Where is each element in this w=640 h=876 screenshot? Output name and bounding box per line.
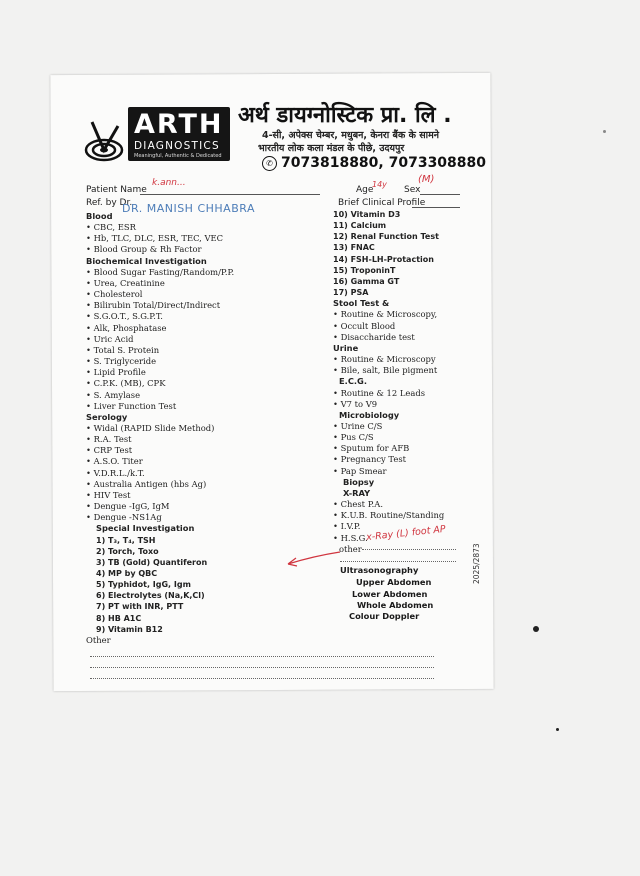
- left_column-item: Blood: [86, 211, 113, 221]
- sex-value: (M): [418, 174, 435, 185]
- bottom-dotted-line-2: [90, 667, 434, 668]
- right_column-item: • Routine & Microscopy: [333, 354, 444, 365]
- right_column-item: X-RAY: [343, 487, 371, 498]
- hindi-address-line-2: भारतीय लोक कला मंडल के पीछे, उदयपुर: [258, 143, 405, 154]
- right-test-column: [333, 209, 447, 555]
- left_column-item: • Alk, Phosphatase: [86, 323, 234, 334]
- left_column-item: • Total S. Protein: [86, 345, 234, 356]
- right_column-item: • Urine C/S: [333, 421, 444, 432]
- left_column-item: • CRP Test: [86, 445, 234, 456]
- left_column-item: 7) PT with INR, PTT: [96, 602, 184, 612]
- right_column-item: 11) Calcium: [333, 221, 387, 231]
- paper-speck: [556, 728, 559, 731]
- usg-item: Upper Abdomen: [356, 577, 432, 587]
- left_column-item: Serology: [86, 411, 128, 422]
- right_column-item: 15) TroponinT: [333, 265, 396, 275]
- right_column-item: • I.V.P.: [333, 521, 444, 532]
- left_column-item: • Australia Antigen (hbs Ag): [86, 479, 234, 490]
- right_column-item: 12) Renal Function Test: [333, 232, 439, 242]
- right_column-item: E.C.G.: [339, 376, 368, 387]
- left_column-item: • Cholesterol: [86, 289, 234, 300]
- left_column-item: Biochemical Investigation: [86, 255, 207, 266]
- left_column-item: • C.P.K. (MB), CPK: [86, 378, 234, 389]
- right_column-item: • Chest P.A.: [333, 499, 444, 510]
- hindi-company-name: अर्थ डायग्नोस्टिक प्रा. लि .: [238, 103, 452, 128]
- left_column-item: • CBC, ESR: [86, 222, 234, 233]
- clinical-profile-line: [412, 207, 460, 208]
- left_column-item: • S.G.O.T., S.G.P.T.: [86, 311, 234, 322]
- ultrasonography-heading: Ultrasonography: [340, 565, 419, 575]
- right_column-item: 14) FSH-LH-Protaction: [333, 254, 434, 264]
- right_column-item: • Occult Blood: [333, 321, 444, 332]
- usg-item: Lower Abdomen: [352, 589, 428, 599]
- left_column-item: 3) TB (Gold) Quantiferon: [96, 557, 208, 567]
- patient-name-value: k.ann...: [152, 178, 186, 188]
- right_column-item: • Routine & Microscopy,: [333, 309, 444, 320]
- clinical-profile-label: Brief Clinical Profile: [338, 198, 426, 208]
- left_column-item: • Dengue -IgG, IgM: [86, 501, 234, 512]
- right_column-item: Biopsy: [343, 476, 375, 487]
- paper-speck: [603, 130, 606, 133]
- left_column-item: • S. Triglyceride: [86, 356, 234, 367]
- left_column-item: Special Investigation: [96, 523, 195, 534]
- ref-by-label: Ref. by Dr.: [86, 198, 133, 208]
- left_column-item: 2) Torch, Toxo: [96, 546, 159, 556]
- usg-item: Colour Doppler: [349, 611, 420, 621]
- brand-subtitle: DIAGNOSTICS: [134, 140, 220, 152]
- left_column-item: • Liver Function Test: [86, 401, 234, 412]
- left_column-item: • Widal (RAPID Slide Method): [86, 423, 234, 434]
- left_column-item: • Blood Sugar Fasting/Random/P.P.: [86, 267, 234, 278]
- document-code: 2025/2873: [472, 543, 481, 584]
- right_column-item: • H.S.G.: [333, 533, 444, 544]
- left_column-item: • R.A. Test: [86, 434, 234, 445]
- phone-icon: ✆: [262, 156, 277, 171]
- left_column-item: • Urea, Creatinine: [86, 278, 234, 289]
- age-value: 14y: [372, 180, 387, 189]
- left_column-item: • Uric Acid: [86, 334, 234, 345]
- patient-name-line: [140, 194, 320, 195]
- logo-emblem-icon: [84, 120, 124, 164]
- right_column-item: • Pap Smear: [333, 466, 444, 477]
- sex-label: Sex: [404, 185, 421, 195]
- left_column-item: • V.D.R.L./k.T.: [86, 468, 234, 479]
- left_column-item: 8) HB A1C: [96, 613, 142, 623]
- right_column-item: • V7 to V9: [333, 399, 444, 410]
- right_column-item: Microbiology: [339, 409, 400, 420]
- left_column-item: • Bilirubin Total/Direct/Indirect: [86, 300, 234, 311]
- other-dotted-line-2: [340, 561, 456, 562]
- right_column-item: 10) Vitamin D3: [333, 210, 401, 219]
- right_column-item: Stool Test &: [333, 298, 390, 309]
- other-dotted-line-1: [362, 549, 456, 550]
- ref-doctor-stamp: DR. MANISH CHHABRA: [122, 202, 255, 215]
- left-test-column: [86, 211, 234, 646]
- brand-name: ARTH: [134, 109, 224, 140]
- left_column-item: • Hb, TLC, DLC, ESR, TEC, VEC: [86, 233, 234, 244]
- handwritten-other-note: x-Ray (L) foot AP: [365, 523, 447, 544]
- brand-tagline: Meaningful, Authentic & Dedicated: [134, 153, 222, 159]
- bottom-dotted-line-3: [90, 678, 434, 679]
- left_column-item: 6) Electrolytes (Na,K,Cl): [96, 591, 205, 601]
- bottom-dotted-line-1: [90, 656, 434, 657]
- age-label: Age: [356, 185, 374, 195]
- left_column-item: 4) MP by QBC: [96, 569, 158, 578]
- left_column-item: 5) Typhidot, IgG, Igm: [96, 580, 191, 590]
- right_column-item: • Bile, salt, Bile pigment: [333, 365, 444, 376]
- left_column-item: 9) Vitamin B12: [96, 624, 163, 634]
- patient-name-label: Patient Name: [86, 185, 147, 195]
- handwritten-arrow-icon: [284, 548, 344, 568]
- right_column-item: 17) PSA: [333, 288, 369, 298]
- right_column-item: • Pus C/S: [333, 432, 444, 443]
- left_column-item: • Blood Group & Rh Factor: [86, 244, 234, 255]
- left_column-item: • A.S.O. Titer: [86, 456, 234, 467]
- left_column-item: • Dengue -NS1Ag: [86, 512, 234, 523]
- sex-line: [420, 194, 460, 195]
- right_column-item: • Sputum for AFB: [333, 443, 444, 454]
- right_column-item: • Routine & 12 Leads: [333, 388, 444, 399]
- right_column-item: Urine: [333, 342, 359, 353]
- phone-numbers: [262, 155, 486, 171]
- phone-text: 7073818880, 7073308880: [281, 155, 487, 171]
- right_column-item: other: [339, 543, 362, 554]
- right_column-item: • K.U.B. Routine/Standing: [333, 510, 444, 521]
- right_column-item: 16) Gamma GT: [333, 276, 400, 286]
- paper-speck: [533, 626, 539, 632]
- hindi-address-line-1: 4-सी, अपेक्स चेम्बर, मधुबन, केनरा बैंक के सामने: [262, 130, 440, 141]
- left_column-item: • S. Amylase: [86, 390, 234, 401]
- right_column-item: • Disaccharide test: [333, 332, 444, 343]
- left_column-item: Other: [86, 634, 111, 645]
- usg-item: Whole Abdomen: [357, 600, 434, 610]
- left_column-item: • Lipid Profile: [86, 367, 234, 378]
- left_column-item: 1) T₃, T₄, TSH: [96, 535, 156, 545]
- right_column-item: 13) FNAC: [333, 243, 375, 253]
- right_column-item: • Pregnancy Test: [333, 454, 444, 465]
- left_column-item: • HIV Test: [86, 490, 234, 501]
